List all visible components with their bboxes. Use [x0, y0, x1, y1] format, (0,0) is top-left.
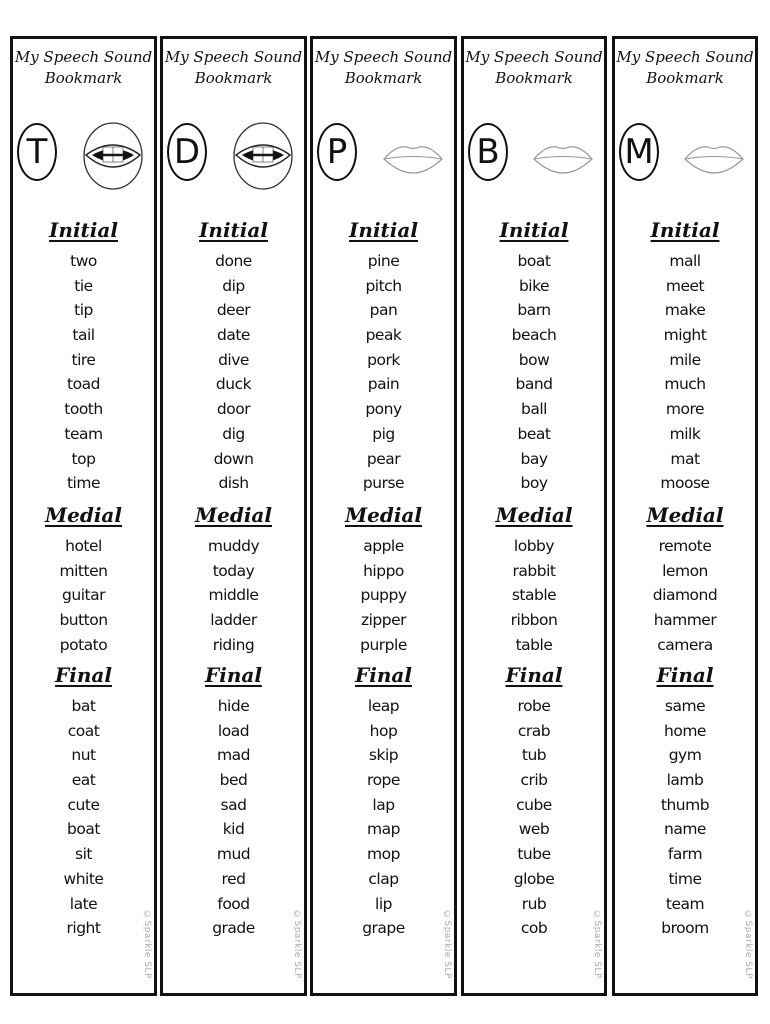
word-item: tip	[74, 301, 93, 320]
section-heading-initial: Initial	[199, 218, 268, 242]
word-item: guitar	[62, 586, 105, 605]
word-item: camera	[657, 635, 713, 654]
word-item: beach	[511, 326, 557, 345]
word-list-medial	[163, 534, 304, 657]
word-list-medial	[615, 534, 755, 657]
copyright-text: ©Sparkle SLP	[592, 910, 602, 979]
word-item: tire	[71, 350, 96, 369]
bookmark-title: My Speech Sound Bookmark	[164, 48, 303, 87]
word-item: pan	[369, 301, 398, 320]
word-list-initial	[163, 249, 304, 496]
word-item: pork	[367, 350, 400, 369]
word-item: band	[515, 375, 553, 394]
word-item: robe	[517, 697, 551, 715]
word-item: skip	[368, 746, 399, 765]
section-heading-initial: Initial	[650, 218, 720, 242]
word-item: pony	[365, 400, 402, 419]
bookmark-card	[160, 36, 307, 996]
word-item: deer	[216, 301, 251, 320]
word-item: ball	[521, 400, 547, 419]
word-item: diamond	[652, 586, 718, 605]
word-item: lap	[372, 795, 395, 814]
section-heading-final: Final	[205, 663, 262, 687]
word-item: middle	[208, 586, 259, 605]
word-item: zipper	[360, 611, 407, 630]
word-item: pear	[366, 449, 401, 468]
word-item: lobby	[513, 537, 555, 555]
word-item: lemon	[662, 561, 708, 580]
word-item: load	[217, 721, 250, 740]
word-item: gym	[668, 746, 702, 765]
word-item: cube	[516, 795, 552, 814]
word-item: boat	[517, 252, 551, 270]
word-item: ribbon	[510, 611, 558, 630]
word-item: tail	[72, 326, 95, 345]
word-item: two	[70, 252, 97, 270]
sound-letter: D	[167, 123, 207, 181]
word-item: barn	[517, 301, 551, 320]
word-item: pitch	[365, 276, 402, 295]
bookmark-card	[310, 36, 457, 996]
word-item: thumb	[660, 795, 710, 814]
word-item: time	[668, 869, 702, 888]
closed-lips-icon	[532, 137, 594, 181]
word-item: down	[213, 449, 254, 468]
bookmark-title: My Speech Sound Bookmark	[14, 48, 153, 87]
section-heading-medial: Medial	[495, 503, 573, 527]
word-item: toad	[67, 375, 100, 394]
word-item: clap	[368, 869, 399, 888]
word-item: globe	[513, 869, 555, 888]
section-heading-final: Final	[355, 663, 412, 687]
sound-letter: P	[317, 123, 357, 181]
word-item: peak	[365, 326, 402, 345]
word-item: bike	[518, 276, 550, 295]
word-item: potato	[59, 635, 108, 654]
word-item: remote	[658, 537, 712, 555]
sound-letter: M	[619, 123, 659, 181]
word-item: coat	[67, 721, 100, 740]
word-list-final	[163, 694, 304, 941]
section-heading-medial: Medial	[646, 503, 724, 527]
word-item: farm	[667, 845, 703, 864]
word-item: pine	[367, 252, 400, 270]
word-item: rub	[521, 894, 547, 913]
word-item: mad	[217, 746, 250, 765]
word-item: duck	[215, 375, 252, 394]
word-item: web	[518, 820, 550, 839]
word-item: mat	[670, 449, 700, 468]
word-item: nut	[71, 746, 96, 765]
word-item: tub	[521, 746, 547, 765]
word-item: moose	[660, 474, 710, 493]
word-item: tube	[517, 845, 551, 864]
word-item: bow	[518, 350, 550, 369]
word-item: milk	[669, 424, 701, 443]
word-item: purse	[362, 474, 405, 493]
word-item: right	[66, 919, 101, 938]
word-list-medial	[464, 534, 604, 657]
word-list-initial	[13, 249, 154, 496]
word-item: team	[64, 424, 103, 443]
word-item: crab	[517, 721, 551, 740]
word-item: pig	[372, 424, 395, 443]
word-item: mud	[216, 845, 251, 864]
section-heading-final: Final	[656, 663, 714, 687]
word-item: white	[63, 869, 104, 888]
word-item: top	[71, 449, 96, 468]
word-list-medial	[13, 534, 154, 657]
section-heading-medial: Medial	[44, 503, 122, 527]
word-item: kid	[222, 820, 245, 839]
word-list-final	[464, 694, 604, 941]
bookmark-card	[461, 36, 607, 996]
word-item: broom	[661, 919, 709, 938]
word-list-final	[313, 694, 454, 941]
word-item: tie	[74, 276, 93, 295]
word-item: boat	[67, 820, 100, 839]
word-item: bay	[520, 449, 548, 468]
closed-lips-icon	[382, 137, 444, 181]
bookmark-card	[612, 36, 758, 996]
word-item: more	[665, 400, 705, 419]
word-item: ladder	[210, 611, 257, 630]
section-heading-final: Final	[55, 663, 112, 687]
word-item: pain	[367, 375, 400, 394]
word-item: late	[69, 894, 98, 913]
copyright-text: ©Sparkle SLP	[142, 910, 152, 979]
word-item: cute	[67, 795, 100, 814]
word-list-initial	[615, 249, 755, 496]
word-item: leap	[367, 697, 400, 715]
word-item: sad	[220, 795, 247, 814]
word-item: apple	[363, 537, 404, 555]
bookmark-title: My Speech Sound Bookmark	[616, 48, 754, 87]
word-item: meet	[665, 276, 705, 295]
word-item: rabbit	[512, 561, 556, 580]
word-item: dish	[218, 474, 249, 493]
word-item: puppy	[360, 586, 407, 605]
word-item: mall	[669, 252, 701, 270]
bookmark-card	[10, 36, 157, 996]
word-item: table	[515, 635, 553, 654]
copyright-text: ©Sparkle SLP	[292, 910, 302, 979]
word-item: team	[665, 894, 705, 913]
section-heading-medial: Medial	[344, 503, 422, 527]
word-item: door	[216, 400, 251, 419]
word-item: date	[217, 326, 250, 345]
word-item: bat	[71, 697, 96, 715]
word-item: mitten	[59, 561, 108, 580]
word-item: might	[663, 326, 707, 345]
word-item: dig	[222, 424, 245, 443]
word-item: boy	[520, 474, 548, 493]
word-item: today	[212, 561, 255, 580]
word-item: sit	[75, 845, 92, 864]
word-item: map	[367, 820, 400, 839]
bookmark-title: My Speech Sound Bookmark	[465, 48, 603, 87]
word-item: mop	[367, 845, 400, 864]
word-item: hippo	[363, 561, 404, 580]
copyright-text: ©Sparkle SLP	[442, 910, 452, 979]
word-item: hide	[217, 697, 250, 715]
word-list-initial	[313, 249, 454, 496]
word-item: riding	[212, 635, 255, 654]
word-item: much	[664, 375, 706, 394]
word-item: lamb	[666, 771, 704, 790]
word-item: home	[664, 721, 706, 740]
word-item: purple	[360, 635, 407, 654]
word-item: red	[221, 869, 246, 888]
word-list-final	[615, 694, 755, 941]
word-item: hop	[369, 721, 398, 740]
section-heading-final: Final	[505, 663, 563, 687]
section-heading-initial: Initial	[349, 218, 418, 242]
word-item: stable	[511, 586, 557, 605]
word-item: crib	[520, 771, 548, 790]
word-item: cob	[520, 919, 548, 938]
teeth-icon	[232, 121, 294, 195]
section-heading-initial: Initial	[49, 218, 118, 242]
sound-letter: T	[17, 123, 57, 181]
word-item: food	[217, 894, 250, 913]
word-item: hotel	[65, 537, 102, 555]
word-item: muddy	[207, 537, 260, 555]
word-item: mile	[669, 350, 701, 369]
word-list-initial	[464, 249, 604, 496]
word-item: grape	[362, 919, 405, 938]
word-item: time	[66, 474, 101, 493]
word-item: bed	[219, 771, 248, 790]
word-item: lip	[375, 894, 392, 913]
section-heading-initial: Initial	[499, 218, 569, 242]
word-item: tooth	[64, 400, 103, 419]
bookmark-title: My Speech Sound Bookmark	[314, 48, 453, 87]
section-heading-medial: Medial	[194, 503, 272, 527]
word-item: hammer	[653, 611, 717, 630]
word-item: make	[664, 301, 706, 320]
word-item: beat	[517, 424, 551, 443]
teeth-icon	[82, 121, 144, 195]
word-item: rope	[367, 771, 400, 790]
word-item: eat	[71, 771, 96, 790]
word-list-final	[13, 694, 154, 941]
word-item: dive	[218, 350, 249, 369]
word-item: button	[59, 611, 108, 630]
word-item: name	[664, 820, 706, 839]
sound-letter: B	[468, 123, 508, 181]
word-item: same	[664, 697, 706, 715]
copyright-text: ©Sparkle SLP	[743, 910, 753, 979]
word-item: dip	[222, 276, 245, 295]
closed-lips-icon	[683, 137, 745, 181]
word-item: grade	[212, 919, 255, 938]
word-list-medial	[313, 534, 454, 657]
word-item: done	[215, 252, 252, 270]
